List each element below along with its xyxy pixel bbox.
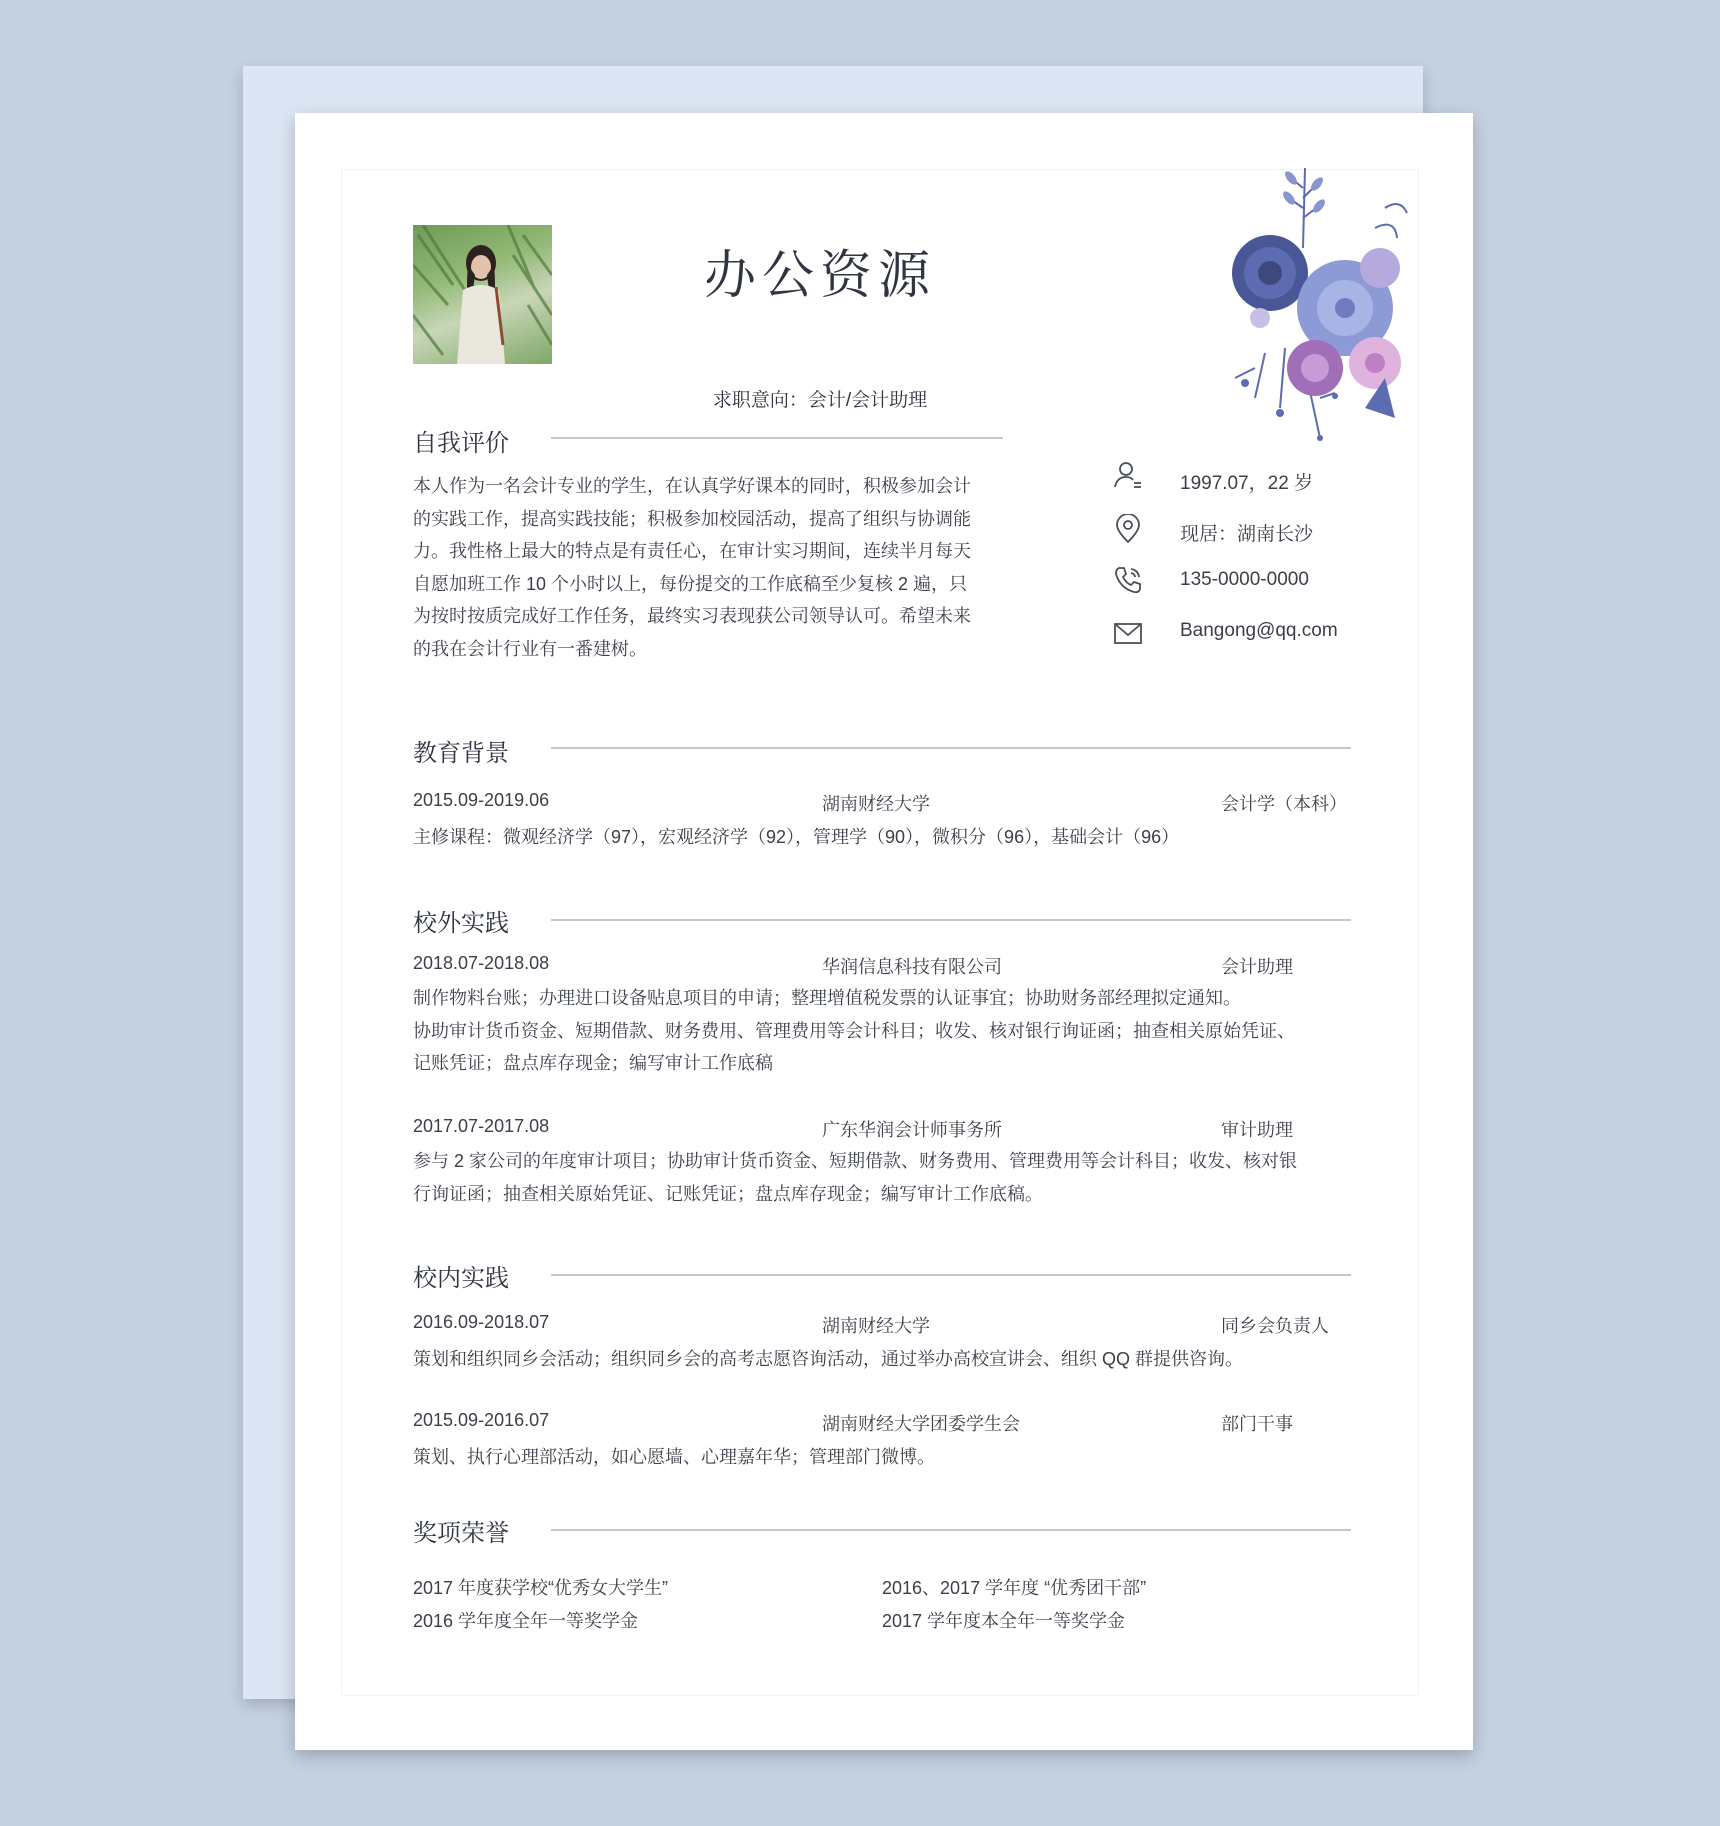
award-item: 2017 年度获学校“优秀女大学生”: [413, 1578, 669, 1598]
self-eval-line: 本人作为一名会计专业的学生，在认真学好课本的同时，积极参加会计: [413, 476, 971, 496]
education-major: 会计学（本科）: [1221, 794, 1347, 814]
mail-icon: [1113, 618, 1143, 648]
experience-org: 广东华润会计师事务所: [822, 1120, 1002, 1140]
experience-date: 2018.07-2018.08: [413, 953, 550, 973]
education-date: 2015.09-2019.06: [413, 790, 550, 810]
experience-org: 华润信息科技有限公司: [822, 957, 1002, 977]
phone-icon: [1113, 565, 1143, 595]
experience-line: 策划和组织同乡会活动；组织同乡会的高考志愿咨询活动，通过举办高校宣讲会、组织 QQ 群提供咨询。: [413, 1349, 1243, 1369]
experience-line: 行询证函；抽查相关原始凭证、记账凭证；盘点库存现金；编写审计工作底稿。: [413, 1183, 1043, 1204]
location-pin-icon: [1113, 514, 1143, 544]
experience-date: 2015.09-2016.07: [413, 1410, 550, 1430]
experience-line: 协助审计货币资金、短期借款、财务费用、管理费用等会计科目；收发、核对银行询证函；抽查相关原始凭证、: [413, 1020, 1295, 1041]
award-item: 2017 学年度本全年一等奖学金: [882, 1611, 1126, 1631]
experience-role: 审计助理: [1221, 1120, 1293, 1140]
experience-role: 部门干事: [1221, 1414, 1293, 1434]
section-divider: [551, 919, 1351, 921]
experience-role: 同乡会负责人: [1221, 1316, 1329, 1336]
education-courses: 主修课程：微观经济学（97），宏观经济学（92），管理学（90），微积分（96），基础会计（96）: [413, 827, 1180, 847]
section-divider: [551, 437, 1003, 439]
experience-date: 2016.09-2018.07: [413, 1312, 550, 1332]
person-icon: [1113, 460, 1143, 490]
self-eval-line: 力。我性格上最大的特点是有责任心，在审计实习期间，连续半月每天: [413, 541, 971, 561]
profile-photo: [413, 225, 552, 364]
section-divider: [551, 1529, 1351, 1531]
experience-line: 策划、执行心理部活动，如心愿墙、心理嘉年华；管理部门微博。: [413, 1447, 935, 1467]
self-eval-line: 的实践工作，提高实践技能；积极参加校园活动，提高了组织与协调能: [413, 508, 971, 529]
contact-location: 现居：湖南长沙: [1180, 524, 1314, 545]
contact-email: Bangong@qq.com: [1180, 620, 1338, 641]
section-divider: [551, 1274, 1351, 1276]
self-eval-line: 的我在会计行业有一番建树。: [413, 638, 647, 659]
section-heading-awards: 奖项荣誉: [413, 1520, 509, 1547]
section-heading-internal: 校内实践: [413, 1265, 509, 1292]
flower-decoration: [1225, 168, 1415, 468]
experience-org: 湖南财经大学: [822, 1316, 930, 1336]
award-item: 2016、2017 学年度 “优秀团干部”: [882, 1578, 1147, 1598]
contact-birth: 1997.07，22 岁: [1180, 473, 1314, 494]
experience-description: [413, 1145, 1373, 1210]
self-eval-line: 为按时按质完成好工作任务，最终实习表现获公司领导认可。希望未来: [413, 606, 971, 626]
resume-page: [295, 113, 1473, 1750]
experience-line: 记账凭证；盘点库存现金；编写审计工作底稿: [413, 1053, 773, 1073]
job-intent: 求职意向：会计/会计助理: [712, 390, 928, 411]
self-eval-text: [413, 470, 1013, 665]
experience-line: 参与 2 家公司的年度审计项目；协助审计货币资金、短期借款、财务费用、管理费用等会计科目；收发、核对银: [413, 1151, 1298, 1171]
section-heading-education: 教育背景: [413, 740, 509, 767]
experience-line: 制作物料台账；办理进口设备贴息项目的申请；整理增值税发票的认证事宜；协助财务部经理拟定通知。: [413, 988, 1241, 1008]
page-title: 办公资源: [703, 246, 936, 306]
experience-date: 2017.07-2017.08: [413, 1116, 550, 1136]
section-heading-external: 校外实践: [413, 910, 509, 937]
experience-description: [413, 982, 1373, 1080]
section-heading-self-eval: 自我评价: [413, 430, 509, 457]
education-school: 湖南财经大学: [822, 794, 930, 814]
section-divider: [551, 747, 1351, 749]
contact-phone: 135-0000-0000: [1180, 569, 1309, 590]
award-item: 2016 学年度全年一等奖学金: [413, 1611, 639, 1631]
experience-role: 会计助理: [1221, 957, 1293, 977]
self-eval-line: 自愿加班工作 10 个小时以上，每份提交的工作底稿至少复核 2 遍，只: [413, 573, 968, 594]
experience-org: 湖南财经大学团委学生会: [822, 1414, 1020, 1434]
